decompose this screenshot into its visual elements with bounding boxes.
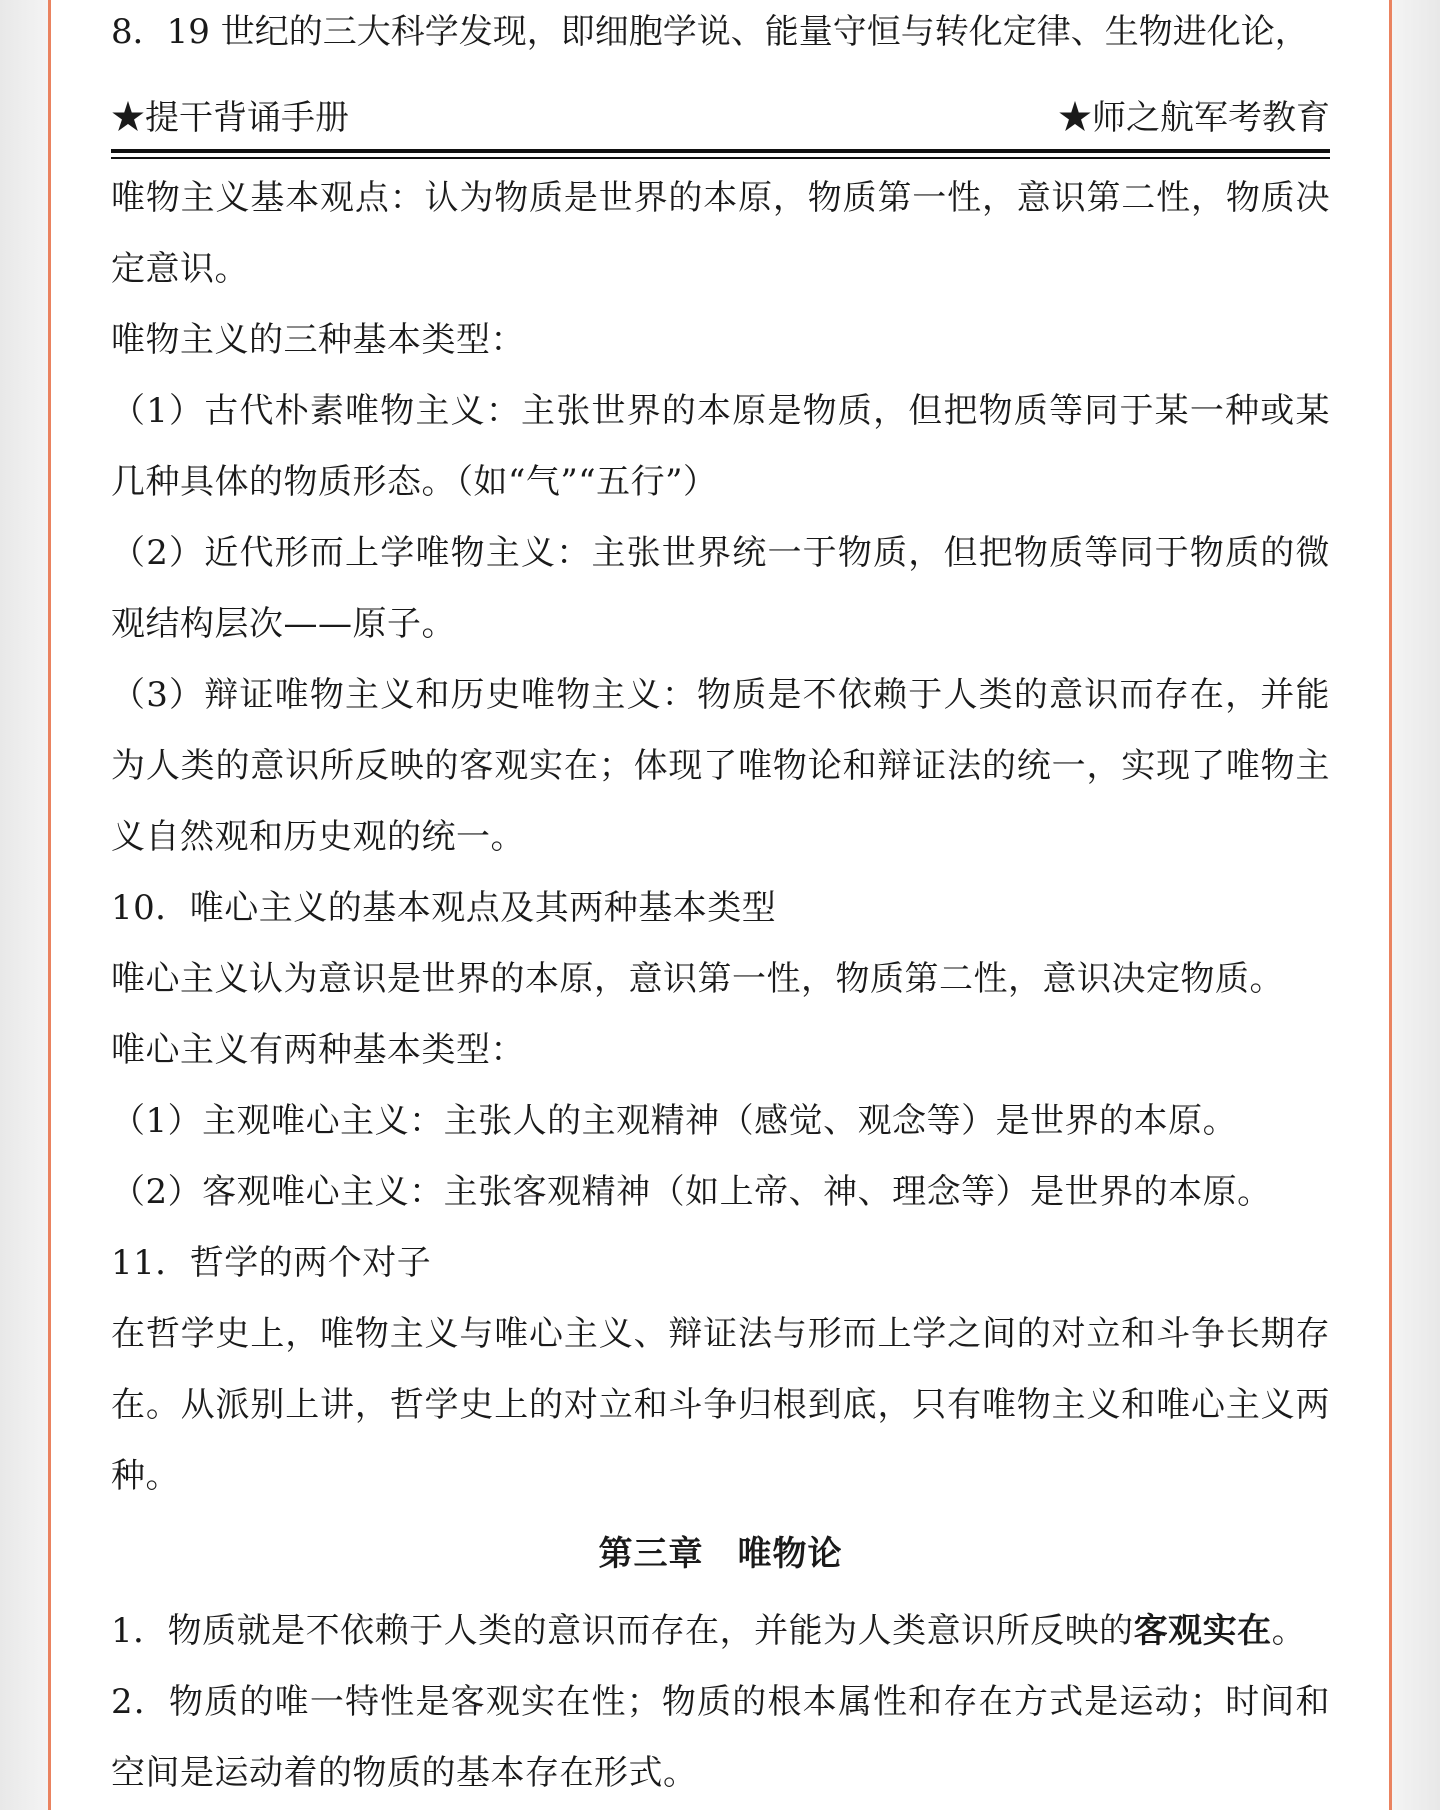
right-border-line [1389, 0, 1392, 1810]
section-heading-idealism: 10．唯心主义的基本观点及其两种基本类型 [111, 888, 777, 928]
header-right-title: ★师之航军考教育 [1058, 98, 1330, 138]
chapter-item-1-bold-term: 客观实在 [1133, 1611, 1272, 1651]
left-border-line [48, 0, 51, 1810]
previous-page-last-line: 8．19 世纪的三大科学发现，即细胞学说、能量守恒与转化定律、生物进化论， [111, 12, 1309, 52]
chapter-heading [111, 1516, 1330, 1592]
document-body [111, 163, 1330, 1809]
paragraph-dialectical-materialism: （3）辩证唯物主义和历史唯物主义：物质是不依赖于人类的意识而存在，并能为人类的意识所反映的客观实在；体现了唯物论和辩证法的统一，实现了唯物主义自然观和历史观的统一。 [111, 675, 1330, 857]
paragraph-idealism-types-heading: 唯心主义有两种基本类型： [111, 1030, 525, 1070]
paragraph-modern-materialism: （2）近代形而上学唯物主义：主张世界统一于物质，但把物质等同于物质的微观结构层次——原子。 [111, 533, 1330, 644]
chapter-item-1-end: 。 [1271, 1611, 1307, 1651]
header-rule-thin [111, 157, 1330, 159]
paragraph-objective-idealism: （2）客观唯心主义：主张客观精神（如上帝、神、理念等）是世界的本原。 [111, 1172, 1272, 1212]
chapter-number: 第三章 [598, 1534, 704, 1574]
chapter-title: 唯物论 [737, 1534, 843, 1574]
paragraph-idealism-view: 唯心主义认为意识是世界的本原，意识第一性，物质第二性，意识决定物质。 [111, 959, 1284, 999]
chapter-item-1-text: 1．物质就是不依赖于人类的意识而存在，并能为人类意识所反映的 [111, 1611, 1134, 1651]
paragraph-materialism-view: 唯物主义基本观点：认为物质是世界的本原，物质第一性，意识第二性，物质决定意识。 [111, 178, 1330, 289]
header-left-title: ★提干背诵手册 [111, 98, 349, 138]
right-margin-shade [1392, 0, 1440, 1810]
header-rule-thick [111, 149, 1330, 153]
paragraph-subjective-idealism: （1）主观唯心主义：主张人的主观精神（感觉、观念等）是世界的本原。 [111, 1101, 1238, 1141]
paragraph-two-pairs: 在哲学史上，唯物主义与唯心主义、辩证法与形而上学之间的对立和斗争长期存在。从派别上讲，哲学史上的对立和斗争归根到底，只有唯物主义和唯心主义两种。 [111, 1314, 1330, 1496]
paragraph-materialism-types-heading: 唯物主义的三种基本类型： [111, 320, 525, 360]
running-header [111, 93, 1330, 143]
chapter-item-1 [111, 1596, 1330, 1667]
left-margin-shade [0, 0, 48, 1810]
chapter-item-2: 2．物质的唯一特性是客观实在性；物质的根本属性和存在方式是运动；时间和空间是运动着的物质的基本存在形式。 [111, 1682, 1330, 1793]
section-heading-two-pairs: 11．哲学的两个对子 [111, 1243, 432, 1283]
paragraph-ancient-materialism: （1）古代朴素唯物主义：主张世界的本原是物质，但把物质等同于某一种或某几种具体的物质形态。（如“气”“五行”） [111, 391, 1330, 502]
